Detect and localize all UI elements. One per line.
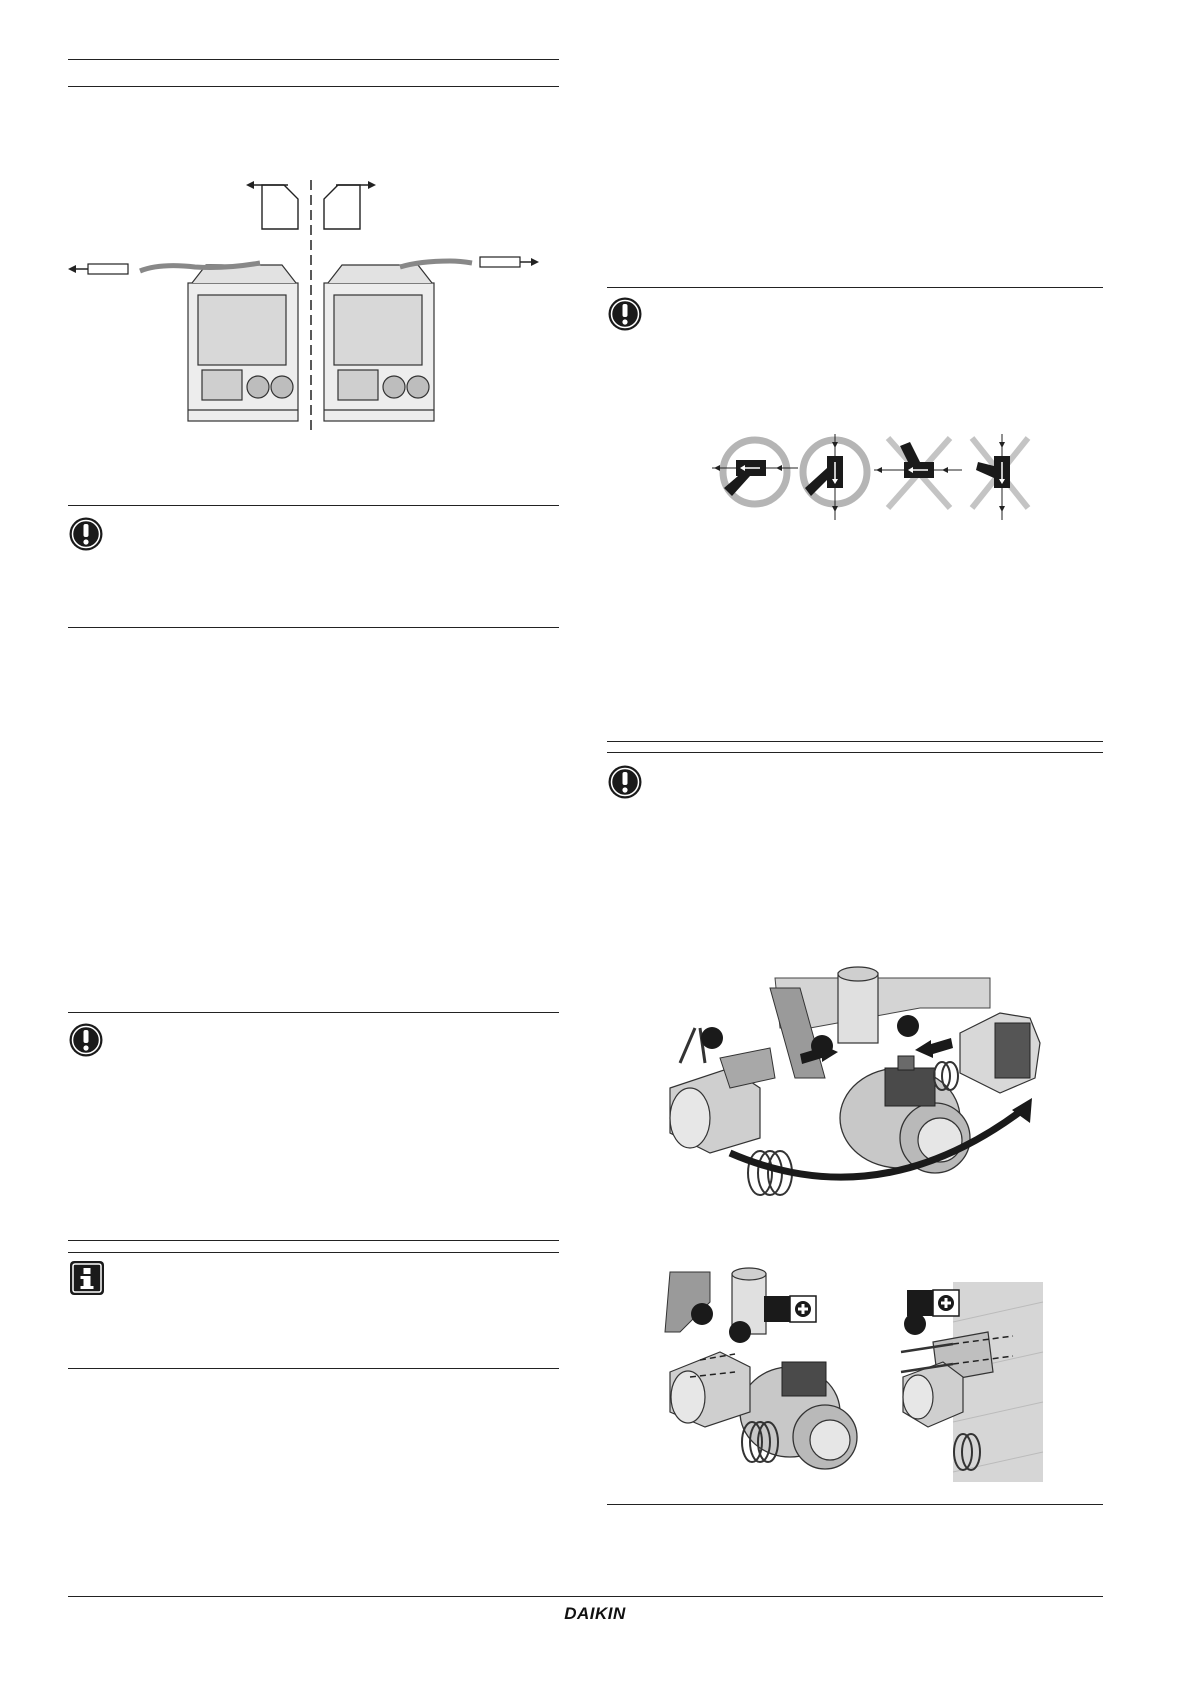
wall-mounting-figure bbox=[893, 1262, 1043, 1482]
thermostat-mounting-figure bbox=[660, 1262, 880, 1482]
exclamation-circle-icon bbox=[68, 516, 104, 552]
notice-rule-2 bbox=[68, 1012, 559, 1013]
info-rule-end bbox=[68, 1368, 559, 1369]
thermostat-relocation-figure bbox=[660, 968, 1050, 1203]
daikin-logo: DAIKIN bbox=[564, 1604, 626, 1623]
correct-orientation-vertical bbox=[803, 434, 867, 520]
wrong-orientation-up bbox=[874, 438, 962, 508]
left-unit bbox=[88, 263, 298, 421]
valve-orientation-figure bbox=[710, 430, 1040, 525]
exclamation-circle-icon bbox=[607, 296, 643, 332]
exclamation-circle-icon bbox=[607, 764, 643, 800]
footer-rule bbox=[68, 1596, 1103, 1597]
notice-rule-1-end bbox=[68, 627, 559, 628]
info-rule-1 bbox=[68, 1240, 559, 1241]
notice-rule-3 bbox=[607, 287, 1103, 288]
section-rule-top-1 bbox=[68, 59, 559, 60]
notice-rule-1 bbox=[68, 505, 559, 506]
notice-rule-4 bbox=[607, 741, 1103, 742]
correct-orientation-horizontal bbox=[712, 440, 798, 504]
info-rule-2 bbox=[68, 1252, 559, 1253]
unit-piping-direction-figure bbox=[60, 165, 560, 440]
notice-rule-4b bbox=[607, 752, 1103, 753]
wrong-orientation-side bbox=[972, 434, 1028, 520]
exclamation-circle-icon bbox=[68, 1022, 104, 1058]
section-rule-top-2 bbox=[68, 86, 559, 87]
figure-end-rule bbox=[607, 1504, 1103, 1505]
info-square-icon bbox=[69, 1260, 105, 1296]
right-unit bbox=[324, 257, 520, 421]
